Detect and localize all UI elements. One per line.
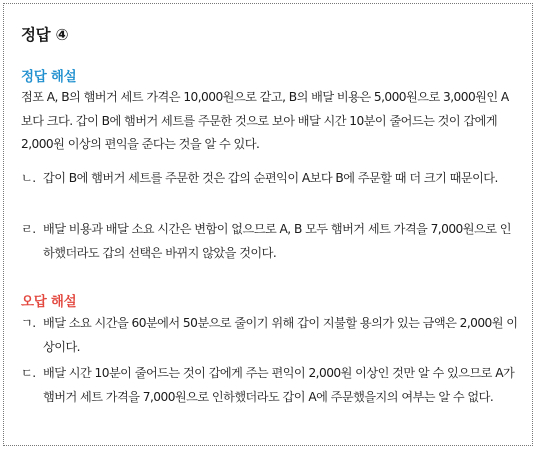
correct-item-ㄹ: [21, 218, 519, 265]
item-text: 배달 소요 시간을 60분에서 50분으로 줄이기 위해 갑이 지불할 용의가 있는 금액은 2,000원 이상이다.: [43, 316, 518, 354]
wrong-item-ㄱ: [21, 312, 519, 359]
wrong-item-ㄷ: [21, 362, 519, 409]
item-marker: ㄱ.: [21, 316, 36, 330]
answer-title: 정답 ④: [21, 26, 69, 44]
correct-explanation-intro: 점포 A, B의 햄버거 세트 가격은 10,000원으로 같고, B의 배달 비용은 5,000원으로 3,000원인 A보다 크다. 갑이 B에 햄버거 세트를 주문한 것으로 보아 배달 시간 10분이 줄어드는 것이 갑에게 2,000원 이상의 편익을 준다는 것을 알 수 있다.: [21, 90, 509, 151]
item-marker: ㄹ.: [21, 222, 36, 236]
item-text: 배달 시간 10분이 줄어드는 것이 갑에게 주는 편익이 2,000원 이상인 것만 알 수 있으므로 A가 햄버거 세트 가격을 7,000원으로 인하했더라도 갑이 A에 주문했을지의 여부는 알 수 없다.: [43, 366, 515, 404]
item-marker: ㄷ.: [21, 366, 36, 380]
item-text: 배달 비용과 배달 소요 시간은 변함이 없으므로 A, B 모두 햄버거 세트 가격을 7,000원으로 인하했더라도 갑의 선택은 바뀌지 않았을 것이다.: [43, 222, 511, 260]
wrong-explanation-heading: 오답 해설: [21, 294, 77, 310]
explanation-card: [3, 3, 533, 446]
correct-explanation-heading: 정답 해설: [21, 69, 77, 85]
item-marker: ㄴ.: [21, 171, 36, 185]
correct-item-ㄴ: [21, 167, 519, 191]
item-text: 갑이 B에 햄버거 세트를 주문한 것은 갑의 순편익이 A보다 B에 주문할 때 더 크기 때문이다.: [43, 171, 498, 185]
